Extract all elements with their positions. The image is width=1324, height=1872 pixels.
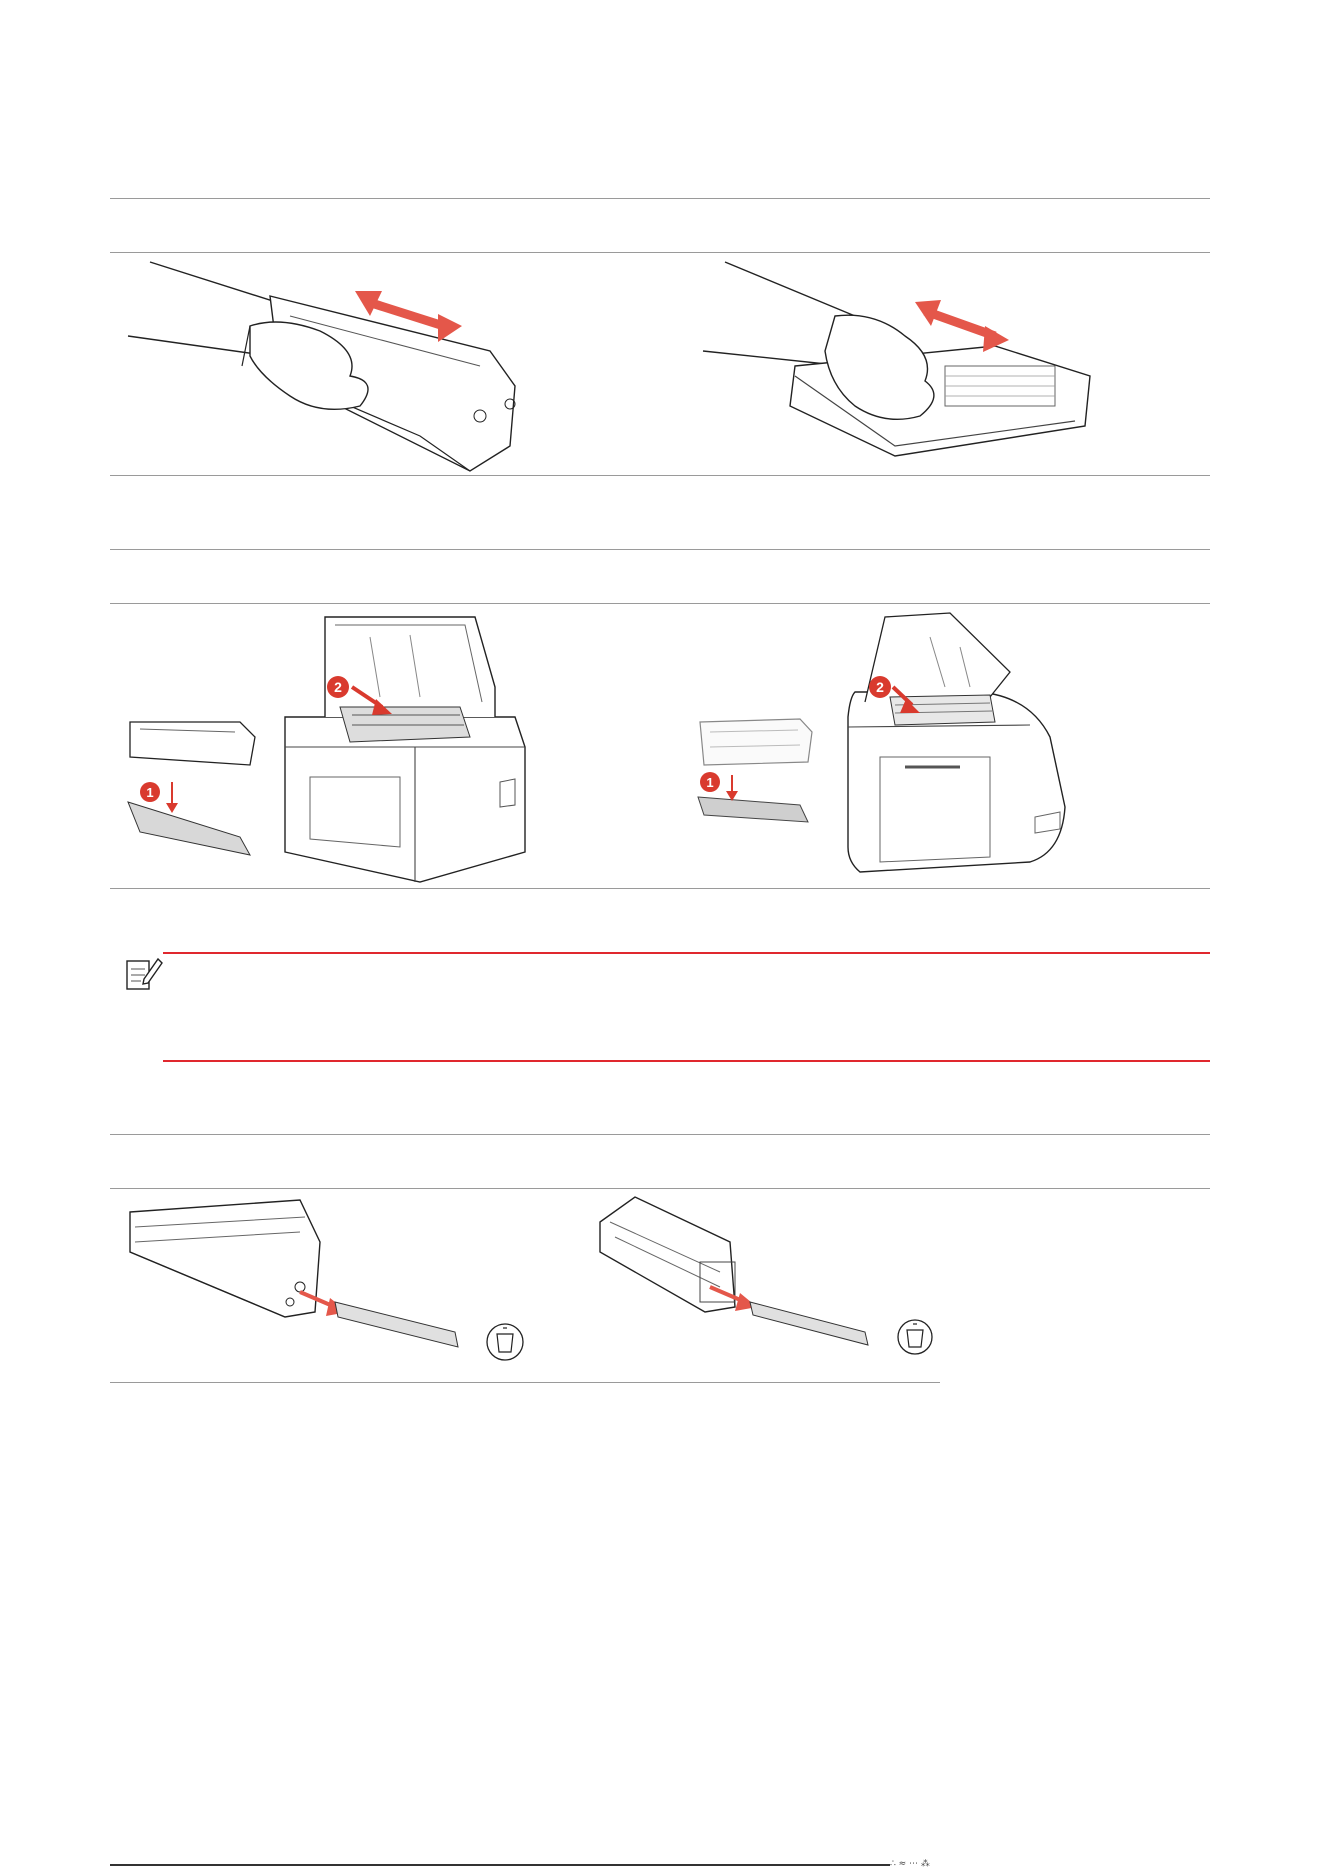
illustration-pull-seal-right	[595, 1192, 945, 1380]
section-rule	[110, 603, 1210, 604]
section-rule	[110, 1188, 1210, 1189]
section-rule	[110, 549, 1210, 550]
pull-seal-icon	[120, 1192, 540, 1380]
section-rule	[110, 1134, 1210, 1135]
note-pencil-icon	[124, 953, 164, 993]
illustration-shake-cartridge-right	[695, 256, 1115, 474]
note-rule-top	[163, 952, 1210, 954]
page-footer	[0, 1859, 1324, 1872]
step-badge-1: 1	[706, 775, 714, 790]
section-rule	[110, 475, 1210, 476]
step-badge-2: 2	[334, 679, 342, 695]
step-badge-2: 2	[876, 679, 884, 695]
section-rule	[110, 198, 1210, 199]
illustration-install-cartridge-right	[690, 607, 1110, 887]
section-rule	[110, 252, 1210, 253]
footer-rule	[110, 1864, 890, 1866]
shake-cartridge-icon	[695, 256, 1115, 474]
install-cartridge-icon	[120, 607, 540, 887]
note-rule-bottom	[163, 1060, 1210, 1062]
illustration-shake-cartridge-left	[120, 256, 540, 474]
footer-glyphs: ∴ ≈ ⋯ ⁂	[890, 1859, 930, 1869]
section-rule	[110, 888, 1210, 889]
shake-cartridge-icon	[120, 256, 540, 474]
illustration-install-cartridge-left	[120, 607, 540, 887]
step-badge-1: 1	[146, 785, 154, 800]
section-rule	[110, 1382, 940, 1383]
illustration-pull-seal-left	[120, 1192, 540, 1380]
pull-seal-icon	[595, 1192, 945, 1380]
install-cartridge-icon	[690, 607, 1110, 887]
